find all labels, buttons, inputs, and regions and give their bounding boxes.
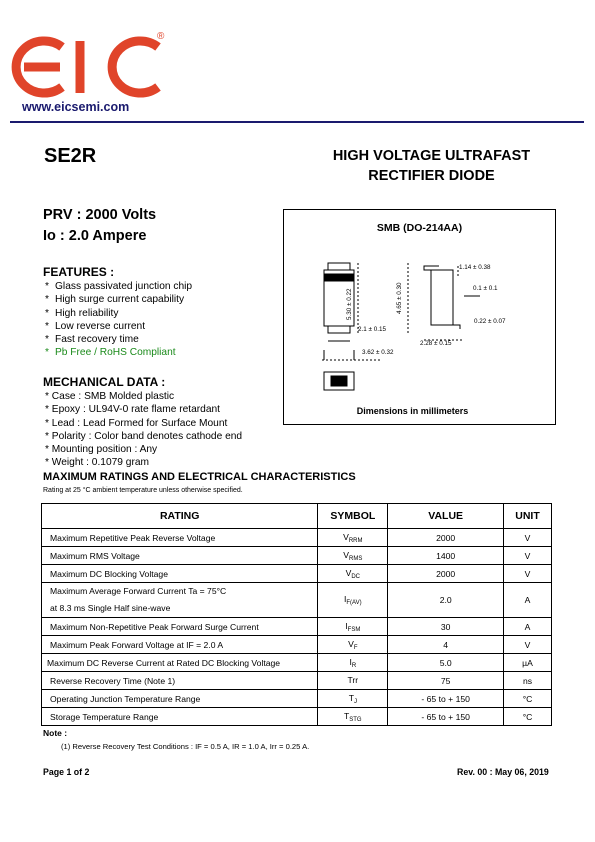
list-item: * Mounting position : Any: [45, 444, 158, 456]
table-cell: 2.0: [388, 583, 504, 618]
ratings-subheading: Rating at 25 °C ambient temperature unless otherwise specified.: [43, 487, 243, 494]
table-row: [42, 708, 552, 726]
table-cell: A: [504, 618, 552, 636]
table-cell: Maximum DC Blocking Voltage: [42, 565, 318, 583]
table-cell: A: [504, 583, 552, 618]
device-description-line2: RECTIFIER DIODE: [368, 168, 495, 184]
revision: Rev. 00 : May 06, 2019: [457, 767, 549, 777]
package-footer: Dimensions in millimeters: [356, 406, 469, 416]
ratings-table: [41, 503, 552, 726]
table-cell: 4: [388, 636, 504, 654]
dim-standoff: 0.1 ± 0.1: [473, 285, 498, 292]
header-divider: [10, 121, 584, 123]
dim-lead-thickness: 0.22 ± 0.07: [474, 318, 506, 325]
io-spec: Io : 2.0 Ampere: [43, 228, 147, 244]
list-item: * Fast recovery time: [45, 334, 139, 346]
table-cell: $V_F$: [318, 636, 388, 654]
table-cell: Storage Temperature Range: [42, 708, 318, 726]
table-cell: Trr: [318, 672, 388, 690]
table-cell: V: [504, 529, 552, 547]
table-row: [42, 654, 552, 672]
table-cell: Maximum DC Reverse Current at Rated DC Blocking Voltage: [42, 654, 318, 672]
table-row: [42, 690, 552, 708]
list-item: * Glass passivated junction chip: [45, 281, 193, 292]
part-number: SE2R: [44, 145, 97, 167]
table-cell: °C: [504, 708, 552, 726]
eic-logo: [10, 33, 170, 101]
table-cell: $T_J$: [318, 690, 388, 708]
table-cell: Maximum Average Forward Current Ta = 75°C at 8.3 ms Single Half sine-wave: [42, 583, 318, 618]
dim-lead-length: 2.28 ± 0.15: [420, 340, 452, 347]
note-text: (1) Reverse Recovery Test Conditions : IF = 0.5 A, IR = 1.0 A, Irr = 0.25 A.: [61, 742, 310, 751]
list-item: * Weight : 0.1079 gram: [45, 457, 150, 469]
table-cell: 1400: [388, 547, 504, 565]
list-item: * Lead : Lead Formed for Surface Mount: [45, 417, 228, 429]
table-cell: µA: [504, 654, 552, 672]
table-cell: $V_{RRM}$: [318, 529, 388, 547]
table-cell: 2000: [388, 529, 504, 547]
device-description-line1: HIGH VOLTAGE ULTRAFAST: [332, 148, 531, 164]
mechanical-list: [45, 390, 242, 470]
dim-body: 4.65 ± 0.30: [396, 282, 403, 314]
ratings-heading: MAXIMUM RATINGS AND ELECTRICAL CHARACTERISTICS: [43, 471, 356, 483]
table-cell: 5.0: [388, 654, 504, 672]
table-cell: $T_{STG}$: [318, 708, 388, 726]
registered-mark: ®: [157, 31, 165, 42]
table-row: [42, 565, 552, 583]
table-cell: Maximum Repetitive Peak Reverse Voltage: [42, 529, 318, 547]
features-list: [45, 280, 192, 360]
list-item: * Pb Free / RoHS Compliant: [45, 347, 176, 359]
device-description: [300, 146, 563, 186]
table-cell: ns: [504, 672, 552, 690]
table-cell: Reverse Recovery Time (Note 1): [42, 672, 318, 690]
features-heading: FEATURES :: [43, 265, 115, 279]
key-specs: [43, 205, 156, 247]
table-cell: V: [504, 547, 552, 565]
col-unit: UNIT: [504, 504, 552, 529]
table-cell: $I_R$: [318, 654, 388, 672]
table-cell: V: [504, 636, 552, 654]
table-row: [42, 618, 552, 636]
dim-pad: 3.62 ± 0.32: [362, 349, 394, 356]
table-cell: 2000: [388, 565, 504, 583]
table-cell: Maximum Non-Repetitive Peak Forward Surge Current: [42, 618, 318, 636]
table-row: [42, 636, 552, 654]
table-cell: Maximum RMS Voltage: [42, 547, 318, 565]
col-rating: RATING: [42, 504, 318, 529]
mechanical-heading: MECHANICAL DATA :: [43, 375, 166, 389]
table-cell: V: [504, 565, 552, 583]
table-row: [42, 672, 552, 690]
website-link[interactable]: www.eicsemi.com: [22, 100, 130, 114]
table-cell: 75: [388, 672, 504, 690]
table-cell: 30: [388, 618, 504, 636]
dim-lead-top: 1.14 ± 0.38: [459, 264, 491, 271]
list-item: * Polarity : Color band denotes cathode end: [45, 430, 243, 442]
list-item: * High surge current capability: [45, 294, 185, 306]
table-cell: Operating Junction Temperature Range: [42, 690, 318, 708]
table-row: [42, 547, 552, 565]
table-row: [42, 583, 552, 618]
col-symbol: SYMBOL: [318, 504, 388, 529]
list-item: * Epoxy : UL94V-0 rate flame retardant: [45, 404, 220, 416]
list-item: * Low reverse current: [45, 320, 146, 332]
note-heading: Note :: [43, 728, 68, 738]
package-outline-drawing: [284, 210, 555, 424]
dim-width-top: 2.1 ± 0.15: [358, 326, 386, 333]
table-cell: $I_{F(AV)}$: [318, 583, 388, 618]
table-cell: - 65 to + 150: [388, 708, 504, 726]
table-cell: $V_{RMS}$: [318, 547, 388, 565]
table-row: [42, 529, 552, 547]
list-item: * High reliability: [45, 307, 119, 319]
dim-height: 5.30 ± 0.22: [346, 288, 353, 320]
package-drawing-box: [283, 209, 556, 425]
table-cell: $I_{FSM}$: [318, 618, 388, 636]
table-cell: °C: [504, 690, 552, 708]
package-title: SMB (DO-214AA): [376, 222, 463, 234]
page-number: Page 1 of 2: [43, 767, 90, 777]
prv-spec: PRV : 2000 Volts: [43, 207, 157, 223]
table-header-row: [42, 504, 552, 529]
list-item: * Case : SMB Molded plastic: [45, 391, 175, 402]
col-value: VALUE: [388, 504, 504, 529]
table-cell: Maximum Peak Forward Voltage at IF = 2.0 A: [42, 636, 318, 654]
table-cell: $V_{DC}$: [318, 565, 388, 583]
table-cell: - 65 to + 150: [388, 690, 504, 708]
